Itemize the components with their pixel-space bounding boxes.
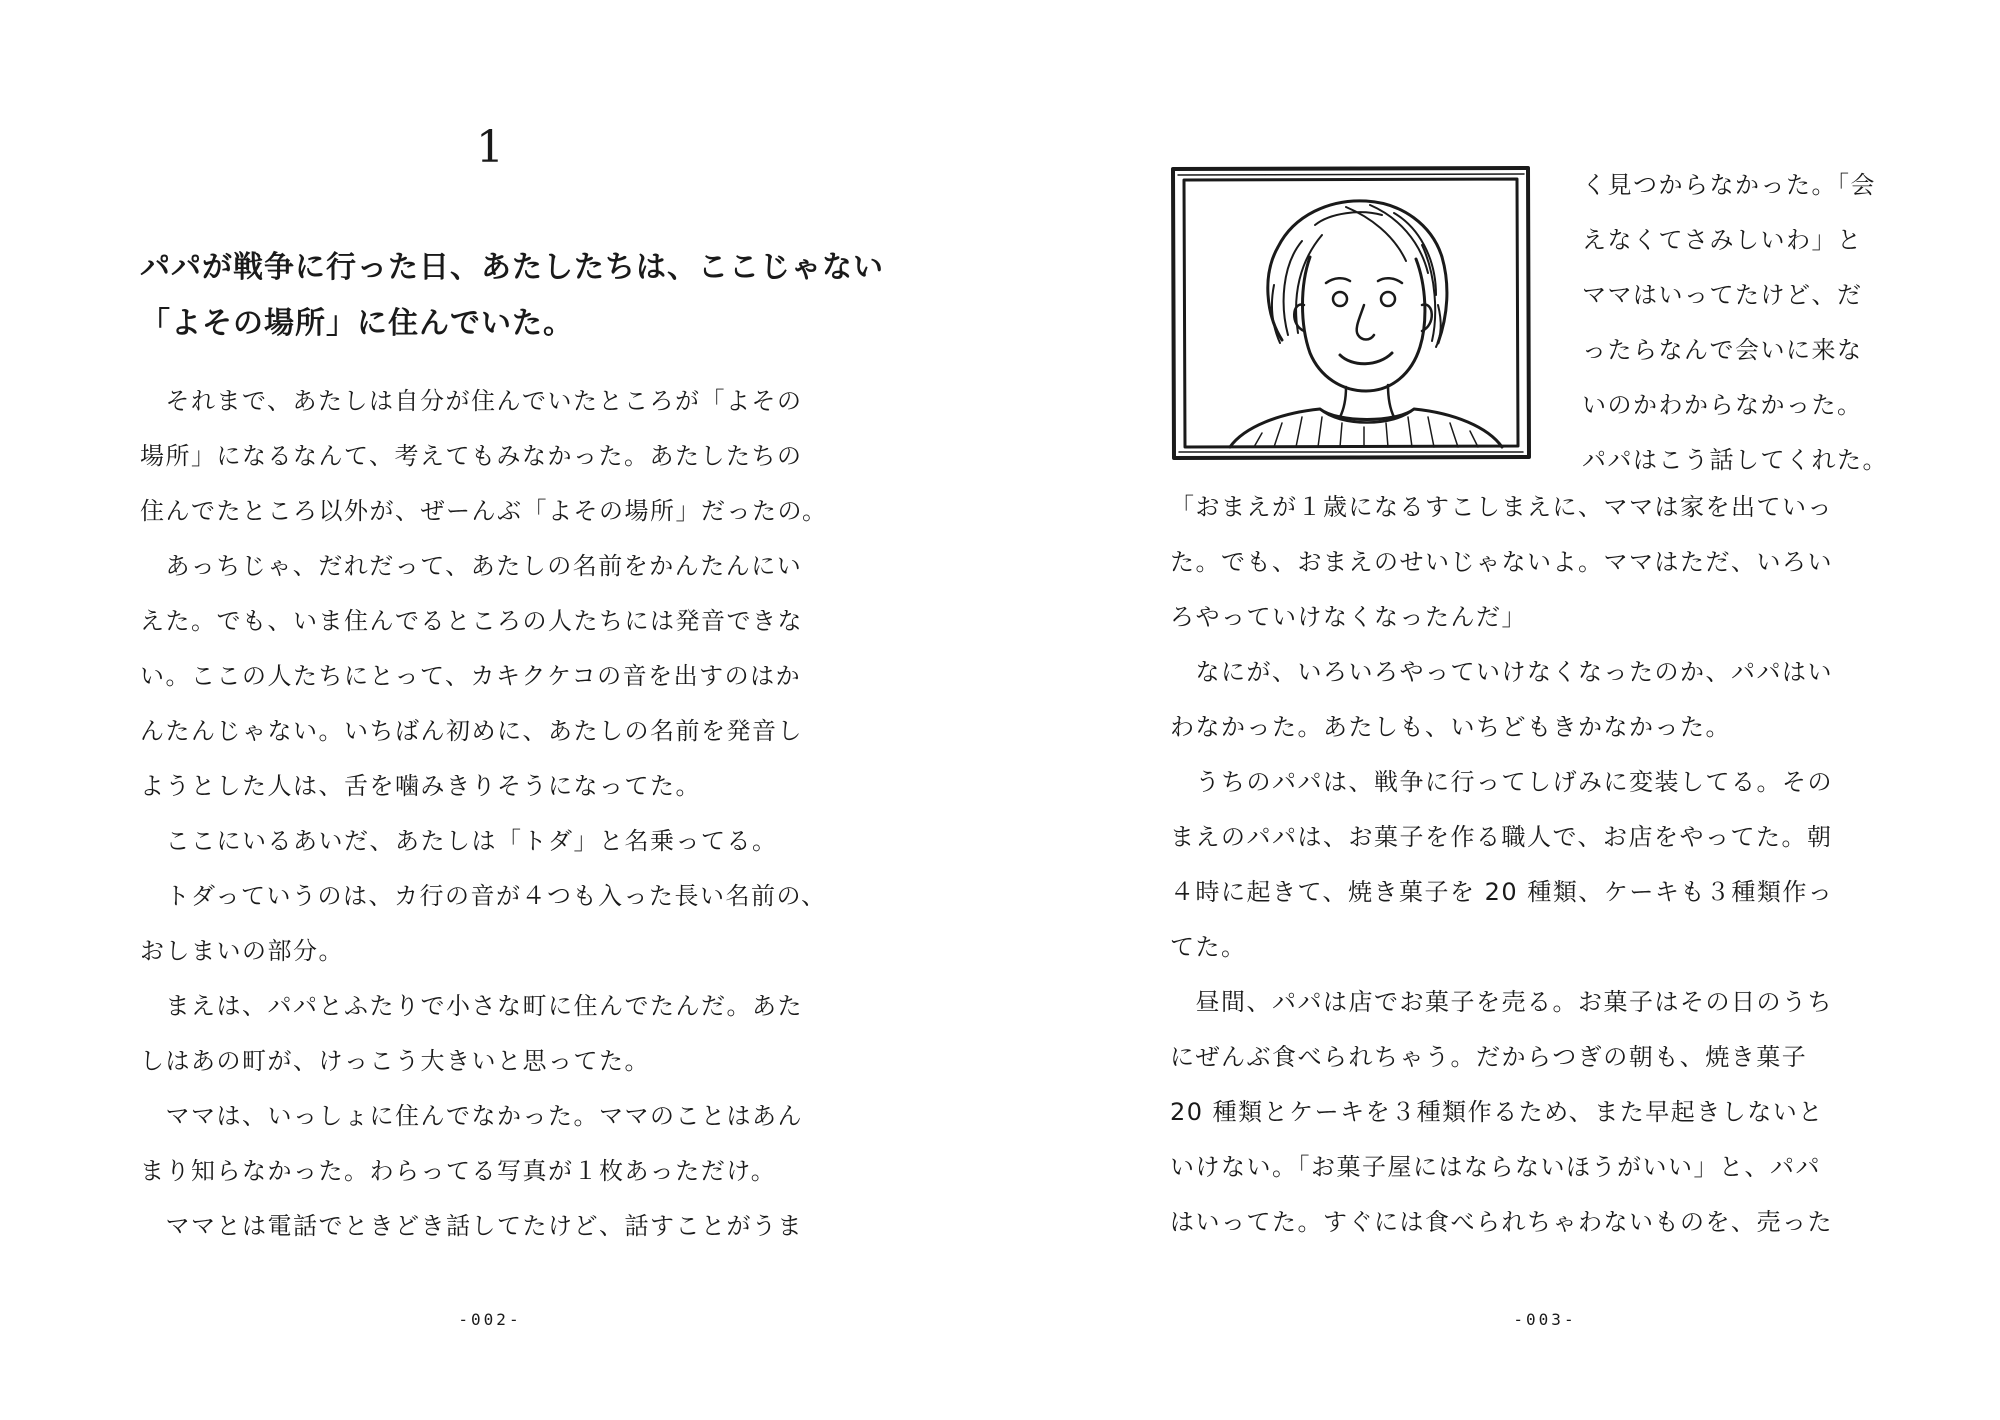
text-line: ったらなんで会いに来な	[1582, 336, 1863, 364]
text-line: にぜんぶ食べられちゃう。だからつぎの朝も、焼き菓子	[1170, 1043, 1808, 1071]
text-line: まり知らなかった。わらってる写真が１枚あっただけ。	[140, 1157, 777, 1185]
text-line: えた。でも、いま住んでるところの人たちには発音できな	[140, 607, 803, 635]
text-line: ここにいるあいだ、あたしは「トダ」と名乗ってる。	[140, 827, 778, 855]
page-number: -002-	[458, 1310, 522, 1329]
text-line: しはあの町が、けっこう大きいと思ってた。	[140, 1047, 650, 1075]
page-number: -003-	[1513, 1310, 1577, 1329]
text-line: えなくてさみしいわ」と	[1582, 226, 1863, 254]
text-line: 20 種類とケーキを３種類作るため、また早起きしないと	[1170, 1098, 1824, 1126]
text-line: わなかった。あたしも、いちどもきかなかった。	[1170, 713, 1731, 741]
text-line: 住んでたところ以外が、ぜーんぶ「よその場所」だったの。	[140, 497, 828, 525]
text-line: ろやっていけなくなったんだ」	[1170, 603, 1527, 631]
heading-line: 「よその場所」に住んでいた。	[140, 306, 574, 341]
text-line: うちのパパは、戦争に行ってしげみに変装してる。その	[1170, 768, 1833, 796]
text-line: なにが、いろいろやっていけなくなったのか、パパはい	[1170, 658, 1833, 686]
chapter-heading	[140, 240, 900, 352]
text-line: てた。	[1170, 933, 1247, 961]
text-line: 昼間、パパは店でお菓子を売る。お菓子はその日のうち	[1170, 988, 1833, 1016]
text-line: いけない。「お菓子屋にはならないほうがいい」と、パパ	[1170, 1153, 1821, 1181]
text-line: はいってた。すぐには食べられちゃわないものを、売った	[1170, 1208, 1833, 1236]
text-line: ４時に起きて、焼き菓子を 20 種類、ケーキも３種類作っ	[1170, 878, 1834, 906]
text-line: それまで、あたしは自分が住んでいたところが「よその	[140, 387, 803, 415]
text-line: パパはこう話してくれた。	[1582, 446, 1888, 474]
text-line: んたんじゃない。いちばん初めに、あたしの名前を発音し	[140, 717, 803, 745]
mother-portrait-illustration	[1170, 165, 1532, 461]
text-line: 「おまえが１歳になるすこしまえに、ママは家を出ていっ	[1170, 493, 1833, 521]
text-line: ようとした人は、舌を噛みきりそうになってた。	[140, 772, 701, 800]
frame-inner	[1184, 179, 1518, 447]
left-body-text	[140, 374, 900, 1254]
text-line: ママはいってたけど、だ	[1582, 281, 1863, 309]
chapter-number: 1	[476, 122, 504, 173]
text-line: あっちじゃ、だれだって、あたしの名前をかんたんにい	[140, 552, 803, 580]
frame-outer	[1173, 168, 1529, 458]
text-line: おしまいの部分。	[140, 937, 344, 965]
text-line: まえは、パパとふたりで小さな町に住んでたんだ。あた	[140, 992, 803, 1020]
text-line: 場所」になるなんて、考えてもみなかった。あたしたちの	[140, 442, 803, 470]
text-line: い。ここの人たちにとって、カキクケコの音を出すのはか	[140, 662, 802, 690]
heading-line: パパが戦争に行った日、あたしたちは、ここじゃない	[140, 250, 884, 285]
text-line: いのかわからなかった。	[1582, 391, 1863, 419]
right-body-text	[1170, 480, 1930, 1250]
text-line: く見つからなかった。「会	[1582, 171, 1876, 199]
text-line: トダっていうのは、カ行の音が４つも入った長い名前の、	[140, 882, 827, 910]
text-line: ママとは電話でときどき話してたけど、話すことがうま	[140, 1212, 803, 1240]
text-line: た。でも、おまえのせいじゃないよ。ママはただ、いろい	[1170, 548, 1833, 576]
text-line: まえのパパは、お菓子を作る職人で、お店をやってた。朝	[1170, 823, 1833, 851]
right-wrap-text	[1582, 158, 1922, 488]
text-line: ママは、いっしょに住んでなかった。ママのことはあん	[140, 1102, 803, 1130]
